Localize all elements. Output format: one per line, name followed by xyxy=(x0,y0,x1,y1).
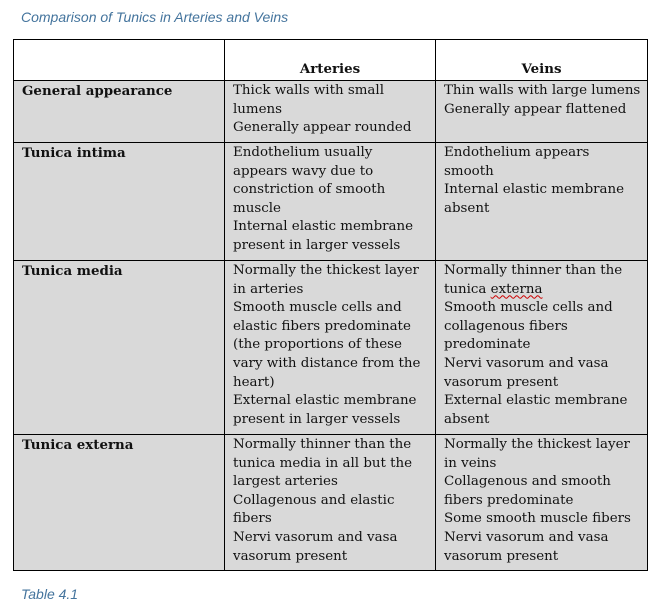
table-row-tunica-externa xyxy=(14,435,648,571)
cell-line: Collagenous and smooth fibers predominate xyxy=(444,474,611,508)
row-label: Tunica intima xyxy=(14,143,225,261)
arteries-cell xyxy=(225,81,436,143)
arteries-cell xyxy=(225,143,436,261)
cell-line: Collagenous and elastic fibers xyxy=(233,492,395,527)
veins-cell xyxy=(436,143,648,261)
header-cell-empty xyxy=(14,40,225,81)
cell-line: Nervi vasorum and vasa vasorum present xyxy=(444,529,609,564)
cell-line: Nervi vasorum and vasa vasorum present xyxy=(444,355,609,390)
veins-cell xyxy=(436,435,648,571)
row-label: Tunica media xyxy=(14,261,225,435)
cell-line: Smooth muscle cells and elastic fibers predominate (the proportions of these vary with distance from the heart) xyxy=(233,300,421,390)
cell-line: Internal elastic membrane absent xyxy=(444,182,625,216)
cell-line xyxy=(444,262,641,299)
row-label: Tunica externa xyxy=(14,435,225,571)
cell-line: Generally appear flattened xyxy=(444,101,627,117)
cell-line: Endothelium appears smooth xyxy=(444,145,590,179)
cell-line: Smooth muscle cells and collagenous fibers predominate xyxy=(444,300,613,353)
veins-cell xyxy=(436,81,648,143)
header-row xyxy=(14,40,648,81)
cell-line: Normally thinner than the tunica media in all but the largest arteries xyxy=(233,437,413,490)
arteries-cell xyxy=(225,435,436,571)
table-row-general-appearance xyxy=(14,81,648,143)
cell-line: Internal elastic membrane present in larger vessels xyxy=(233,219,414,253)
header-cell-veins: Veins xyxy=(436,40,648,81)
table-row-tunica-intima xyxy=(14,143,648,261)
table-number-caption: Table 4.1 xyxy=(21,586,79,602)
cell-line: Some smooth muscle fibers xyxy=(444,511,631,527)
spellcheck-flagged-word: externa xyxy=(490,281,543,297)
row-label: General appearance xyxy=(14,81,225,143)
cell-text: Normally thinner than the tunica xyxy=(444,263,623,297)
cell-line: Normally the thickest layer in arteries xyxy=(233,263,419,297)
arteries-cell xyxy=(225,261,436,435)
cell-line: Thin walls with large lumens xyxy=(444,83,641,98)
header-cell-arteries: Arteries xyxy=(225,40,436,81)
tunics-comparison-table xyxy=(13,39,648,571)
cell-line: Nervi vasorum and vasa vasorum present xyxy=(233,529,398,564)
cell-line: Generally appear rounded xyxy=(233,120,412,136)
veins-cell xyxy=(436,261,648,435)
cell-line: External elastic membrane absent xyxy=(444,393,628,427)
cell-line: Thick walls with small lumens xyxy=(233,83,384,117)
table-row-tunica-media xyxy=(14,261,648,435)
table-title: Comparison of Tunics in Arteries and Veins xyxy=(21,9,289,25)
cell-line: Endothelium usually appears wavy due to constriction of smooth muscle xyxy=(233,145,386,216)
cell-line: External elastic membrane present in larger vessels xyxy=(233,393,417,427)
cell-line: Normally the thickest layer in veins xyxy=(444,437,630,471)
